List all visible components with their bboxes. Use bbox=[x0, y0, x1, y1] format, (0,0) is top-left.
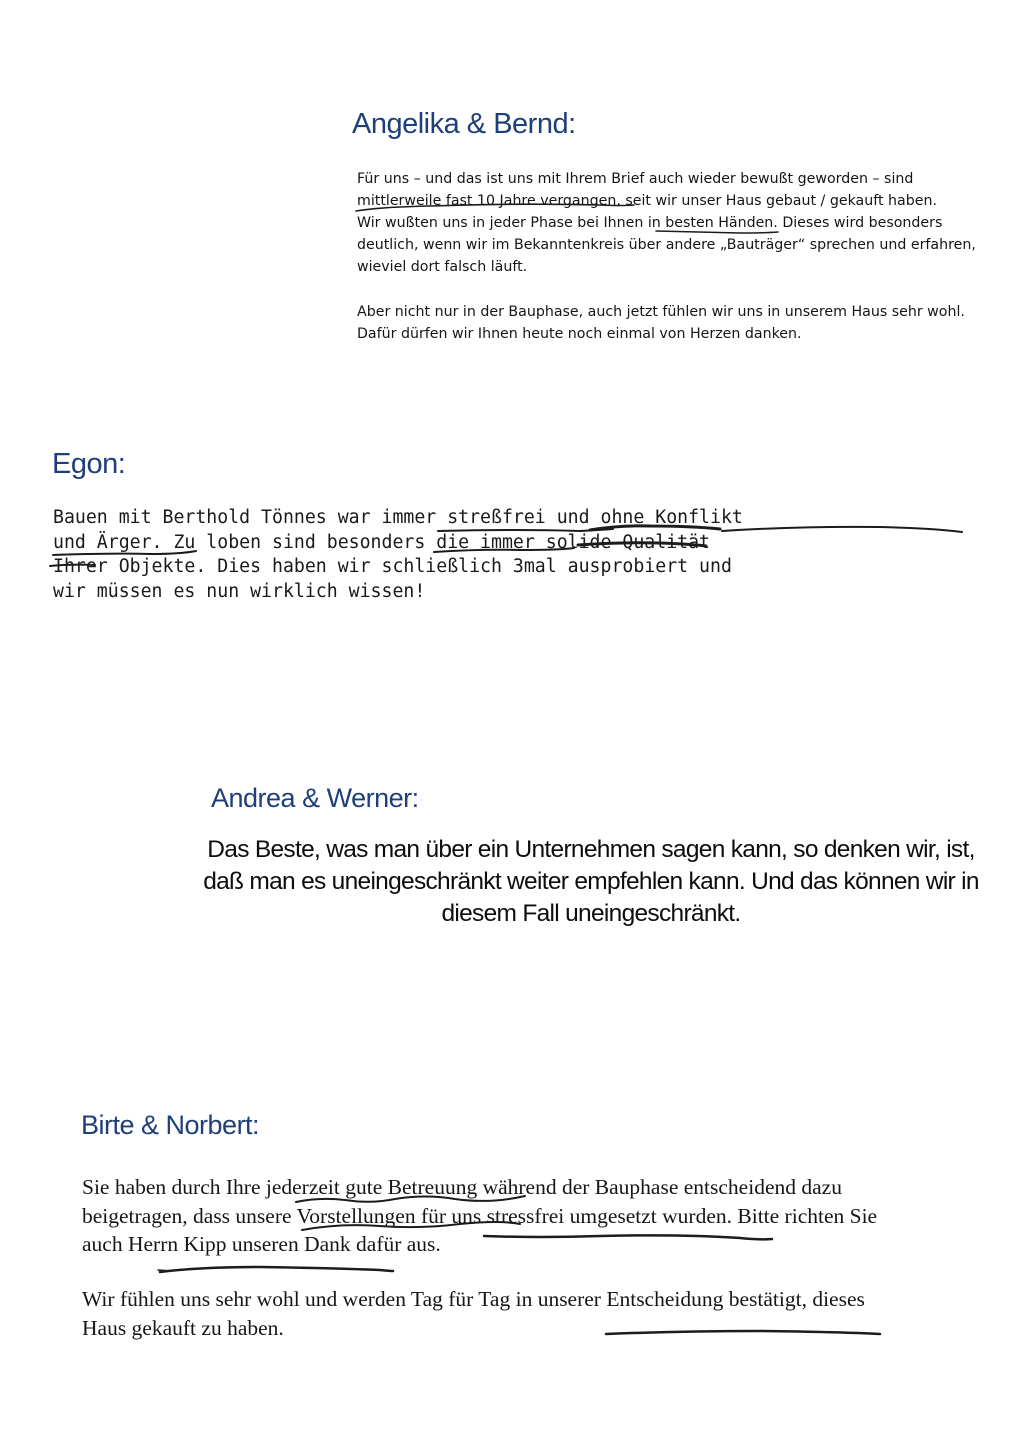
text-line: Bauen mit Berthold Tönnes war immer streßfrei und ohne Konflikt bbox=[53, 507, 743, 528]
text-line: Das Beste, was man über ein Unternehmen sagen kann, so denken wir, ist, bbox=[207, 836, 975, 863]
text-line: deutlich, wenn wir im Bekanntenkreis über andere „Bauträger“ sprechen und erfahren, bbox=[357, 237, 976, 253]
text-line: Ihrer Objekte. Dies haben wir schließlich 3mal ausprobiert und bbox=[53, 556, 732, 577]
testimonial-paragraph bbox=[357, 301, 965, 345]
testimonial-paragraph bbox=[82, 1173, 877, 1259]
pen-underline bbox=[722, 527, 962, 532]
pen-underline bbox=[160, 1267, 393, 1272]
text-line: daß man es uneingeschränkt weiter empfehlen kann. Und das können wir in bbox=[203, 868, 979, 895]
text-line: beigetragen, dass unsere Vorstellungen für uns stressfrei umgesetzt wurden. Bitte richten Sie bbox=[82, 1203, 878, 1228]
text-line: Wir wußten uns in jeder Phase bei Ihnen in besten Händen. Dieses wird besonders bbox=[357, 215, 943, 231]
testimonial-paragraph bbox=[357, 168, 976, 278]
text-line: Sie haben durch Ihre jederzeit gute Betreuung während der Bauphase entscheidend dazu bbox=[82, 1175, 842, 1199]
text-line: Haus gekauft zu haben. bbox=[82, 1315, 284, 1340]
testimonial-paragraph-typewriter bbox=[53, 506, 743, 604]
text-line: Wir fühlen uns sehr wohl und werden Tag für Tag in unserer Entscheidung bestätigt, dieses bbox=[82, 1287, 865, 1311]
text-line: und Ärger. Zu loben sind besonders die immer solide Qualität bbox=[53, 531, 710, 553]
section-heading-andrea-werner: Andrea & Werner: bbox=[211, 783, 419, 813]
text-line: Für uns – und das ist uns mit Ihrem Brief auch wieder bewußt geworden – sind bbox=[357, 171, 914, 187]
text-line: Aber nicht nur in der Bauphase, auch jetzt fühlen wir uns in unserem Haus sehr wohl. bbox=[357, 304, 965, 320]
section-heading-birte-norbert: Birte & Norbert: bbox=[81, 1110, 260, 1140]
text-line: auch Herrn Kipp unseren Dank dafür aus. bbox=[82, 1232, 441, 1256]
pen-underline bbox=[158, 1270, 172, 1271]
text-line: Dafür dürfen wir Ihnen heute noch einmal von Herzen danken. bbox=[357, 326, 802, 342]
text-line: mittlerweile fast 10 Jahre vergangen, seit wir unser Haus gebaut / gekauft haben. bbox=[357, 193, 937, 209]
text-line: wieviel dort falsch läuft. bbox=[357, 259, 528, 275]
testimonial-paragraph bbox=[82, 1285, 865, 1342]
text-line: wir müssen es nun wirklich wissen! bbox=[53, 580, 426, 602]
section-heading-egon: Egon: bbox=[52, 448, 126, 480]
section-heading-angelika-bernd: Angelika & Bernd: bbox=[352, 108, 576, 140]
text-line: diesem Fall uneingeschränkt. bbox=[441, 900, 741, 927]
testimonial-paragraph-centered bbox=[196, 834, 986, 930]
